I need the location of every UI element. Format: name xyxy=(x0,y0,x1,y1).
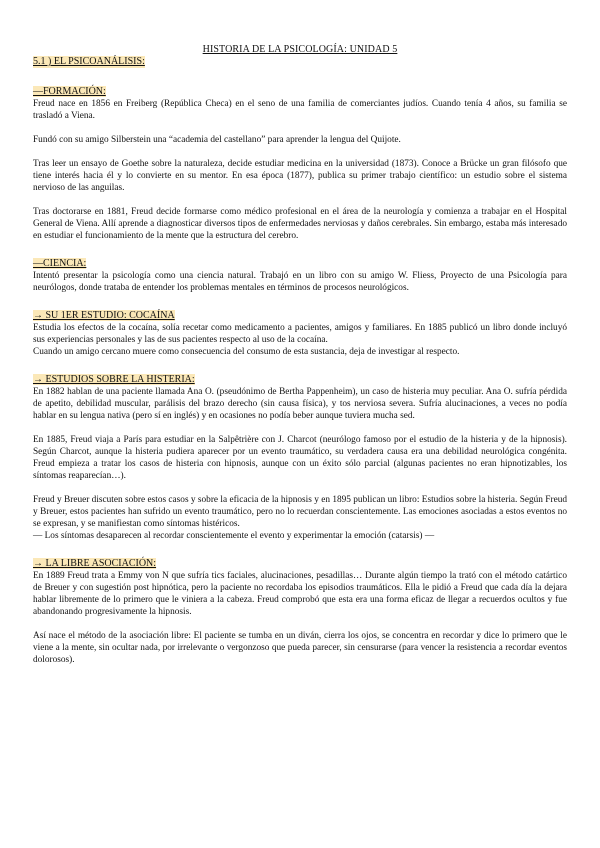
paragraph: Tras doctorarse en 1881, Freud decide formarse como médico profesional en el área de la neurología y comienza a trabajar en el Hospital General de Viena. Allí aprende a diagnosticar diversos tipos de enfermedades nerviosas y daños cerebrales. Sin embargo, estaba más interesado en estudiar el funcionamiento de la mente que la estructura del cerebro. xyxy=(33,207,567,241)
paragraph: — Los síntomas desaparecen al recordar conscientemente el evento y experimentar la emoción (catarsis) — xyxy=(33,531,435,541)
section-heading-cocaina: → SU 1ER ESTUDIO: COCAÍNA xyxy=(33,310,175,321)
section-heading-formacion: —FORMACIÓN: xyxy=(33,86,106,97)
document-title: HISTORIA DE LA PSICOLOGÍA: UNIDAD 5 xyxy=(202,44,398,55)
paragraph: Estudia los efectos de la cocaína, solía recetar como medicamento a pacientes, amigos y familiares. En 1885 publicó un libro donde incluyó sus experiencias personales y las de sus pacientes respecto al uso de la cocaína. xyxy=(33,323,567,345)
section-heading-histeria: → ESTUDIOS SOBRE LA HISTERIA: xyxy=(33,374,195,385)
paragraph: Así nace el método de la asociación libre: El paciente se tumba en un diván, cierra los ojos, se concentra en recordar y dice lo primero que le viene a la mente, sin ocultar nada, por irrelevante o vergonzoso que pueda parecer, sin censurarse (para vencer la resistencia a recordar eventos dolorosos). xyxy=(33,631,567,665)
paragraph: Freud y Breuer discuten sobre estos casos y sobre la eficacia de la hipnosis y en 1895 publican un libro: Estudios sobre la histeria. Según Freud y Breuer, estos pacientes han sufrido un evento traumático, pero no lo recuerdan conscientemente. Las emociones asociadas a estos eventos no se expresan, y se manifiestan como síntomas histéricos. xyxy=(33,495,567,529)
paragraph: En 1885, Freud viaja a París para estudiar en la Salpêtrière con J. Charcot (neurólogo famoso por el estudio de la histeria y de la hipnosis). Según Charcot, aunque la histeria pudiera aparecer por un evento traumático, su verdadera causa era una debilidad neurológica congénita. Freud empieza a tratar los casos de histeria con hipnosis, aunque con un éxito sólo parcial (algunas pacientes no eran hipnotizables, los síntomas reaparecían…). xyxy=(33,435,567,481)
paragraph: En 1882 hablan de una paciente llamada Ana O. (pseudónimo de Bertha Pappenheim), un caso de histeria muy peculiar. Ana O. sufría pérdida de apetito, debilidad muscular, parálisis del brazo derecho (sin causa física), y tos nerviosa severa. Sufría alucinaciones, a veces no podía hablar en su lengua nativa (pero sí en inglés) y en ocasiones no podía beber aunque tuviera mucha sed. xyxy=(33,387,567,421)
paragraph: Fundó con su amigo Silberstein una “academia del castellano” para aprender la lengua del Quijote. xyxy=(33,135,401,145)
section-heading-asociacion: → LA LIBRE ASOCIACIÓN: xyxy=(33,558,157,569)
paragraph: Tras leer un ensayo de Goethe sobre la naturaleza, decide estudiar medicina en la universidad (1873). Conoce a Brücke un gran filósofo que tiene interés hacia él y lo convierte en su mentor. En esa época (1877), publica su primer trabajo científico: un estudio sobre el sistema nervioso de las anguilas. xyxy=(33,159,567,193)
paragraph: Intentó presentar la psicología como una ciencia natural. Trabajó en un libro con su amigo W. Fliess, Proyecto de una Psicología para neurólogos, donde trataba de entender los problemas mentales en términos de procesos neurológicos. xyxy=(33,271,567,293)
subtitle: 5.1 ) EL PSICOANÁLISIS: xyxy=(33,56,145,67)
section-heading-ciencia: —CIENCIA: xyxy=(33,258,87,269)
paragraph: En 1889 Freud trata a Emmy von N que sufría tics faciales, alucinaciones, pesadillas… Durante algún tiempo la trató con el método catártico de Breuer y con sugestión post hipnótica, pero la paciente no recordaba los episodios traumáticos. Ella le pidió a Freud que cada día la dejara hablar libremente de lo primero que le viniera a la cabeza. Freud comprobó que esta era una forma eficaz de llegar a recuerdos ocultos y fue abandonando progresivamente la hipnosis. xyxy=(33,571,567,617)
document-body xyxy=(33,56,567,666)
paragraph: Cuando un amigo cercano muere como consecuencia del consumo de esta sustancia, deja de investigar al respecto. xyxy=(33,347,460,357)
paragraph: Freud nace en 1856 en Freiberg (República Checa) en el seno de una familia de comerciantes judíos. Cuando tenía 4 años, su familia se trasladó a Viena. xyxy=(33,99,567,121)
